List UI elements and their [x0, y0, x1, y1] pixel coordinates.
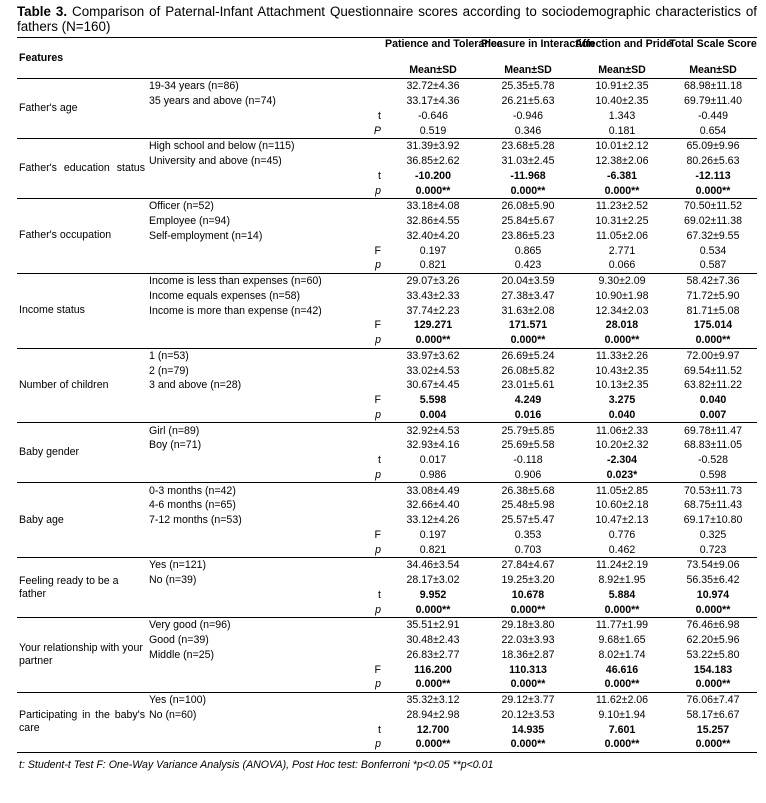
value-cell: 68.75±11.43: [683, 499, 743, 512]
statistic-label: p: [145, 408, 385, 423]
category-label: 3 and above (n=28): [149, 379, 242, 392]
value-cell: 0.000**: [385, 677, 481, 692]
value-cell: 29.18±3.80: [501, 619, 555, 632]
value-cell: 68.83±11.05: [683, 439, 743, 452]
table-caption: [17, 4, 757, 34]
feature-label: Father's age: [19, 102, 78, 114]
value-cell: -0.528: [697, 454, 729, 467]
category-label: Income is more than expense (n=42): [149, 304, 322, 317]
value-cell: 0.519: [385, 123, 481, 138]
category-label: Girl (n=89): [149, 424, 200, 437]
feature-cell: [17, 139, 145, 199]
value-cell: 0.000**: [385, 737, 481, 752]
value-cell: -2.304: [606, 454, 638, 467]
value-cell: 1.343: [608, 109, 636, 122]
category-label: Good (n=39): [149, 634, 209, 647]
value-cell: 26.83±2.77: [406, 648, 460, 661]
value-cell: 10.678: [511, 588, 545, 601]
value-cell: 0.040: [575, 408, 669, 423]
value-cell: 81.71±5.08: [686, 304, 740, 317]
value-cell: 31.39±3.92: [406, 140, 460, 153]
value-cell: 30.67±4.45: [406, 379, 460, 392]
value-cell: 0.776: [608, 528, 636, 541]
value-cell: 25.48±5.98: [501, 499, 555, 512]
statistic-label: t: [378, 588, 381, 601]
feature-label: Baby gender: [19, 446, 80, 459]
category-label: Officer (n=52): [149, 200, 214, 213]
statistic-label: t: [378, 454, 381, 467]
value-cell: 33.17±4.36: [406, 95, 460, 108]
value-cell: 0.654: [669, 123, 757, 138]
feature-cell: [17, 199, 145, 274]
value-cell: 0.723: [669, 542, 757, 557]
table-row: [17, 273, 757, 288]
value-cell: 8.02±1.74: [598, 648, 646, 661]
results-table: [17, 37, 757, 753]
category-label: 4-6 months (n=65): [149, 499, 236, 512]
value-cell: 11.77±1.99: [595, 619, 649, 632]
value-cell: 0.000**: [669, 677, 757, 692]
value-cell: 0.017: [419, 454, 447, 467]
value-cell: 12.700: [416, 723, 450, 736]
value-cell: 29.07±3.26: [406, 275, 460, 288]
statistic-label: F: [374, 319, 381, 332]
value-cell: 73.54±9.06: [686, 559, 740, 572]
value-cell: 0.000**: [575, 737, 669, 752]
value-cell: 20.04±3.59: [501, 275, 555, 288]
value-cell: 9.68±1.65: [598, 634, 646, 647]
value-cell: 5.598: [419, 394, 447, 407]
value-cell: 25.35±5.78: [501, 80, 555, 93]
value-cell: 110.313: [509, 663, 547, 676]
value-cell: 26.21±5.63: [501, 95, 555, 108]
value-cell: 19.25±3.20: [501, 574, 555, 587]
value-cell: 32.92±4.53: [406, 424, 460, 437]
value-cell: 11.05±2.06: [595, 229, 649, 242]
value-cell: 0.000**: [481, 602, 575, 617]
value-cell: 69.17±10.80: [683, 514, 743, 527]
value-cell: 32.40±4.20: [406, 229, 460, 242]
statistic-label: p: [145, 602, 385, 617]
value-cell: 0.534: [699, 244, 727, 257]
value-cell: 28.94±2.98: [406, 708, 460, 721]
table-body: [17, 79, 757, 753]
value-cell: 9.952: [419, 588, 447, 601]
value-cell: 33.02±4.53: [406, 364, 460, 377]
value-cell: 18.36±2.87: [501, 648, 555, 661]
statistic-label: p: [145, 333, 385, 348]
category-label: Middle (n=25): [149, 648, 215, 661]
value-cell: 26.69±5.24: [501, 349, 555, 362]
column-header-patience: Patience and Tolerance: [385, 38, 503, 50]
value-cell: 25.84±5.67: [501, 215, 555, 228]
value-cell: 56.35±6.42: [686, 574, 740, 587]
value-cell: 0.000**: [669, 333, 757, 348]
category-label: Yes (n=121): [149, 559, 207, 572]
value-cell: 10.90±1.98: [595, 289, 649, 302]
column-header-pleasure: Pleasure in Interaction: [481, 38, 595, 50]
statistic-label: p: [145, 737, 385, 752]
table-row: [17, 558, 757, 573]
table-row: [17, 423, 757, 438]
column-header-affection: Affection and Pride: [575, 38, 673, 50]
label-header: [145, 38, 385, 79]
value-cell: 58.42±7.36: [686, 275, 740, 288]
statistic-label: t: [378, 109, 381, 122]
feature-label: Your relationship with your partner: [19, 641, 143, 667]
value-cell: 69.54±11.52: [683, 364, 743, 377]
value-cell: 32.72±4.36: [406, 80, 460, 93]
value-cell: 10.43±2.35: [595, 364, 649, 377]
value-cell: 0.346: [481, 123, 575, 138]
category-label: Very good (n=96): [149, 619, 231, 632]
value-cell: 0.353: [514, 528, 542, 541]
value-cell: 10.01±2.12: [595, 140, 649, 153]
value-cell: 25.79±5.85: [501, 424, 555, 437]
value-cell: 12.34±2.03: [595, 304, 649, 317]
value-cell: 0.016: [481, 408, 575, 423]
value-cell: 9.30±2.09: [598, 275, 646, 288]
features-header: Features: [17, 38, 145, 79]
value-cell: 33.97±3.62: [406, 349, 460, 362]
statistic-label: P: [145, 123, 385, 138]
value-cell: -6.381: [606, 169, 638, 182]
value-cell: 0.000**: [385, 183, 481, 198]
table-row: [17, 79, 757, 94]
feature-cell: [17, 348, 145, 423]
value-cell: 0.821: [385, 258, 481, 273]
category-label: Self-employment (n=14): [149, 229, 263, 242]
value-cell: 0.821: [385, 542, 481, 557]
value-cell: 0.197: [419, 528, 447, 541]
value-cell: 0.000**: [575, 602, 669, 617]
table-caption-text: Comparison of Paternal-Infant Attachment Questionnaire scores according to sociodemographic characteristics of fathers (N=160): [17, 4, 757, 34]
value-cell: 33.08±4.49: [406, 484, 460, 497]
value-cell: 0.703: [481, 542, 575, 557]
value-cell: 35.51±2.91: [406, 619, 460, 632]
value-cell: 32.86±4.55: [406, 215, 460, 228]
value-cell: -0.646: [417, 109, 449, 122]
value-cell: 11.23±2.52: [595, 200, 649, 213]
category-label: 19-34 years (n=86): [149, 80, 239, 93]
value-cell: 26.08±5.82: [501, 364, 555, 377]
value-cell: 68.98±11.18: [683, 80, 743, 93]
value-cell: 0.462: [575, 542, 669, 557]
feature-cell: [17, 273, 145, 348]
category-label: 0-3 months (n=42): [149, 484, 236, 497]
value-cell: 0.325: [699, 528, 727, 541]
table-row: [17, 692, 757, 707]
value-cell: 37.74±2.23: [406, 304, 460, 317]
value-cell: 154.183: [693, 663, 733, 676]
value-cell: 32.93±4.16: [406, 439, 460, 452]
feature-cell: [17, 692, 145, 752]
value-cell: 10.13±2.35: [595, 379, 649, 392]
value-cell: 0.587: [669, 258, 757, 273]
value-cell: 175.014: [693, 319, 733, 332]
value-cell: 0.986: [385, 468, 481, 483]
value-cell: 0.004: [385, 408, 481, 423]
value-cell: 31.63±2.08: [501, 304, 555, 317]
category-label: 35 years and above (n=74): [149, 95, 276, 108]
feature-label: Income status: [19, 304, 85, 317]
value-cell: -10.200: [415, 169, 451, 182]
value-cell: 20.12±3.53: [501, 708, 555, 721]
value-cell: 5.884: [608, 588, 636, 601]
table-row: [17, 199, 757, 214]
subheader-mean-sd: Mean±SD: [575, 64, 669, 79]
value-cell: 62.20±5.96: [686, 634, 740, 647]
value-cell: 7.601: [608, 723, 636, 736]
value-cell: 0.000**: [385, 333, 481, 348]
feature-cell: [17, 618, 145, 693]
feature-cell: [17, 79, 145, 139]
statistic-label: F: [374, 394, 381, 407]
value-cell: 0.000**: [385, 602, 481, 617]
value-cell: 63.82±11.22: [683, 379, 743, 392]
value-cell: 70.50±11.52: [683, 200, 743, 213]
value-cell: 27.84±4.67: [501, 559, 555, 572]
value-cell: 116.200: [414, 663, 452, 676]
value-cell: 9.10±1.94: [598, 708, 646, 721]
value-cell: 25.57±5.47: [501, 514, 555, 527]
value-cell: 32.66±4.40: [406, 499, 460, 512]
value-cell: 4.249: [514, 394, 542, 407]
value-cell: 11.62±2.06: [595, 694, 649, 707]
category-label: No (n=39): [149, 574, 197, 587]
value-cell: 58.17±6.67: [686, 708, 740, 721]
category-label: 7-12 months (n=53): [149, 514, 242, 527]
value-cell: 31.03±2.45: [501, 155, 555, 168]
subheader-mean-sd: Mean±SD: [385, 64, 481, 79]
value-cell: 10.60±2.18: [595, 499, 649, 512]
category-label: 2 (n=79): [149, 364, 189, 377]
statistic-label: F: [374, 663, 381, 676]
value-cell: 33.12±4.26: [406, 514, 460, 527]
table-caption-label: Table 3.: [17, 4, 68, 19]
statistic-label: p: [145, 677, 385, 692]
table-footnote: t: Student-t Test F: One-Way Variance Analysis (ANOVA), Post Hoc test: Bonferroni *p<0.05 **p<0.01: [19, 758, 494, 771]
value-cell: 23.01±5.61: [501, 379, 555, 392]
category-label: High school and below (n=115): [149, 140, 295, 153]
value-cell: 0.000**: [575, 677, 669, 692]
value-cell: 72.00±9.97: [686, 349, 740, 362]
value-cell: 0.000**: [669, 183, 757, 198]
subheader-mean-sd: Mean±SD: [669, 64, 757, 79]
value-cell: 10.91±2.35: [595, 80, 649, 93]
feature-cell: [17, 558, 145, 618]
value-cell: 70.53±11.73: [683, 484, 743, 497]
value-cell: 76.46±6.98: [686, 619, 740, 632]
statistic-label: p: [145, 183, 385, 198]
value-cell: 14.935: [511, 723, 545, 736]
value-cell: 11.05±2.85: [595, 484, 649, 497]
value-cell: 22.03±3.93: [501, 634, 555, 647]
feature-label: Father's occupation: [19, 229, 112, 242]
category-label: Income equals expenses (n=58): [149, 289, 301, 302]
feature-label: Baby age: [19, 513, 64, 526]
statistic-label: t: [378, 169, 381, 182]
value-cell: 53.22±5.80: [686, 648, 740, 661]
statistic-label: F: [374, 528, 381, 541]
value-cell: -0.946: [512, 109, 544, 122]
value-cell: 10.20±2.32: [595, 439, 649, 452]
value-cell: 65.09±9.96: [686, 140, 740, 153]
value-cell: -0.449: [697, 109, 729, 122]
value-cell: 0.906: [481, 468, 575, 483]
value-cell: 26.08±5.90: [501, 200, 555, 213]
feature-label: Number of children: [19, 378, 109, 391]
value-cell: 0.023*: [575, 468, 669, 483]
value-cell: 46.616: [605, 663, 639, 676]
value-cell: 129.271: [413, 319, 453, 332]
statistic-label: p: [145, 542, 385, 557]
category-label: Yes (n=100): [149, 694, 207, 707]
value-cell: 23.68±5.28: [501, 140, 555, 153]
value-cell: 25.69±5.58: [501, 439, 555, 452]
value-cell: 10.974: [696, 588, 730, 601]
value-cell: -11.968: [510, 169, 546, 182]
value-cell: 69.78±11.47: [683, 424, 743, 437]
category-label: No (n=60): [149, 708, 197, 721]
statistic-label: p: [145, 468, 385, 483]
value-cell: 28.17±3.02: [406, 574, 460, 587]
value-cell: 0.066: [575, 258, 669, 273]
category-label: Boy (n=71): [149, 439, 202, 452]
value-cell: 30.48±2.43: [406, 634, 460, 647]
feature-label: Feeling ready to be a father: [19, 574, 119, 600]
value-cell: 0.423: [481, 258, 575, 273]
value-cell: 33.43±2.33: [406, 289, 460, 302]
value-cell: 0.197: [419, 244, 447, 257]
value-cell: 29.12±3.77: [501, 694, 555, 707]
value-cell: 26.38±5.68: [501, 484, 555, 497]
feature-cell: [17, 423, 145, 483]
table-row: [17, 348, 757, 363]
value-cell: 27.38±3.47: [501, 289, 555, 302]
value-cell: 0.000**: [481, 183, 575, 198]
feature-label: Father's education status: [19, 162, 145, 174]
value-cell: 0.000**: [669, 602, 757, 617]
value-cell: 0.598: [669, 468, 757, 483]
category-label: 1 (n=53): [149, 349, 189, 362]
value-cell: 11.33±2.26: [595, 349, 649, 362]
category-label: Employee (n=94): [149, 215, 230, 228]
value-cell: 10.31±2.25: [595, 215, 649, 228]
category-label: University and above (n=45): [149, 155, 282, 168]
value-cell: 0.000**: [481, 333, 575, 348]
value-cell: 80.26±5.63: [686, 155, 740, 168]
value-cell: 10.40±2.35: [595, 95, 649, 108]
value-cell: 0.000**: [481, 737, 575, 752]
column-header-total: Total Scale Score: [669, 38, 757, 50]
value-cell: 3.275: [608, 394, 636, 407]
statistic-label: p: [145, 258, 385, 273]
statistic-label: F: [374, 244, 381, 257]
value-cell: 12.38±2.06: [595, 155, 649, 168]
value-cell: 8.92±1.95: [598, 574, 646, 587]
table-row: [17, 483, 757, 498]
value-cell: 0.040: [699, 394, 727, 407]
value-cell: 0.000**: [575, 183, 669, 198]
value-cell: 69.02±11.38: [683, 215, 743, 228]
feature-label: Participating in the baby's care: [19, 709, 145, 735]
value-cell: 28.018: [605, 319, 639, 332]
value-cell: 10.47±2.13: [595, 514, 649, 527]
value-cell: 11.06±2.33: [595, 424, 649, 437]
value-cell: 171.571: [508, 319, 548, 332]
value-cell: 0.181: [575, 123, 669, 138]
value-cell: 76.06±7.47: [686, 694, 740, 707]
value-cell: 34.46±3.54: [406, 559, 460, 572]
value-cell: 2.771: [608, 244, 636, 257]
value-cell: 11.24±2.19: [595, 559, 649, 572]
value-cell: 35.32±3.12: [406, 694, 460, 707]
value-cell: 71.72±5.90: [686, 289, 740, 302]
value-cell: 36.85±2.62: [406, 155, 460, 168]
value-cell: 67.32±9.55: [686, 229, 740, 242]
value-cell: 0.000**: [669, 737, 757, 752]
table-row: [17, 618, 757, 633]
subheader-mean-sd: Mean±SD: [481, 64, 575, 79]
value-cell: 0.000**: [575, 333, 669, 348]
statistic-label: t: [378, 723, 381, 736]
table-header: [17, 38, 757, 79]
value-cell: 23.86±5.23: [501, 229, 555, 242]
value-cell: -12.113: [695, 169, 731, 182]
table-row: [17, 139, 757, 154]
value-cell: 69.79±11.40: [683, 95, 743, 108]
feature-cell: [17, 483, 145, 558]
value-cell: 33.18±4.08: [406, 200, 460, 213]
category-label: Income is less than expenses (n=60): [149, 275, 322, 288]
value-cell: 0.007: [669, 408, 757, 423]
value-cell: 15.257: [696, 723, 730, 736]
value-cell: -0.118: [513, 454, 543, 467]
value-cell: 0.865: [514, 244, 542, 257]
value-cell: 0.000**: [481, 677, 575, 692]
